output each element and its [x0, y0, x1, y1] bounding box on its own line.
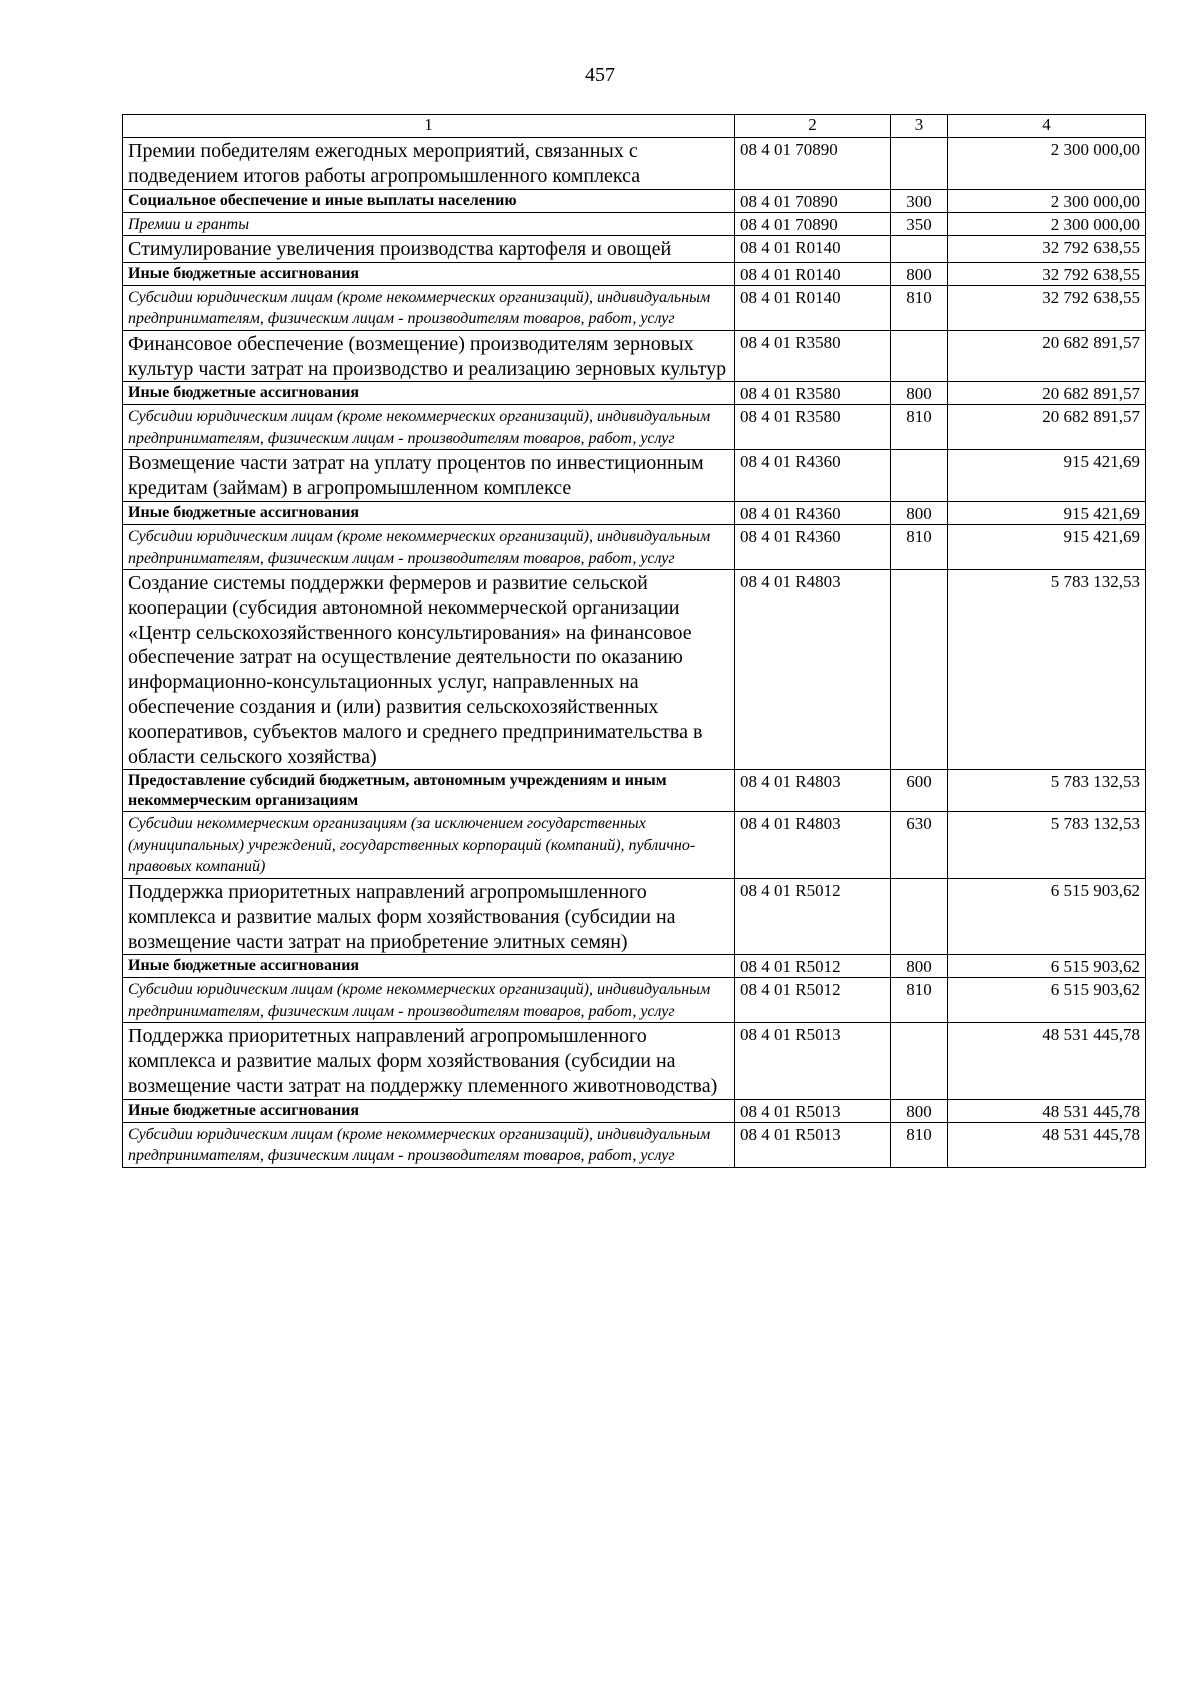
row-name-cell: Иные бюджетные ассигнования	[123, 382, 735, 405]
row-name-cell: Субсидии юридическим лицам (кроме некоммерческих организаций), индивидуальным предпринимателям, физическим лицам - производителям товаров, работ, услуг	[123, 1122, 735, 1167]
row-code-cell: 08 4 01 R5012	[735, 978, 891, 1023]
row-expense-type-cell: 630	[891, 812, 948, 879]
row-expense-type-cell: 350	[891, 212, 948, 236]
row-name-cell: Поддержка приоритетных направлений агропромышленного комплекса и развитие малых форм хозяйствования (субсидии на возмещение части затрат на приобретение элитных семян)	[123, 878, 735, 954]
table-row	[123, 878, 1146, 954]
row-expense-type-cell	[891, 138, 948, 190]
row-code-cell: 08 4 01 R0140	[735, 236, 891, 263]
budget-table	[122, 114, 1146, 1168]
row-code-cell: 08 4 01 R5013	[735, 1023, 891, 1099]
row-name-cell: Возмещение части затрат на уплату процентов по инвестиционным кредитам (займам) в агропромышленном комплексе	[123, 450, 735, 502]
row-amount-cell: 2 300 000,00	[948, 138, 1146, 190]
row-code-cell: 08 4 01 R5013	[735, 1099, 891, 1122]
table-row	[123, 978, 1146, 1023]
row-amount-cell: 5 783 132,53	[948, 570, 1146, 770]
row-code-cell: 08 4 01 R3580	[735, 405, 891, 450]
row-code-cell: 08 4 01 R4360	[735, 450, 891, 502]
row-name-cell: Социальное обеспечение и иные выплаты населению	[123, 189, 735, 212]
row-amount-cell: 20 682 891,57	[948, 382, 1146, 405]
row-name-cell: Премии и гранты	[123, 212, 735, 236]
row-expense-type-cell	[891, 450, 948, 502]
row-name-cell: Создание системы поддержки фермеров и развитие сельской кооперации (субсидия автономной некоммерческой организации «Центр сельскохозяйственного консультирования» на финансовое обеспечение затрат на осуществление деятельности по оказанию информационно-консультационных услуг, направленных на обеспечение создания и (или) развития сельскохозяйственных кооперативов, субъектов малого и среднего предпринимательства в области сельского хозяйства)	[123, 570, 735, 770]
table-row	[123, 285, 1146, 330]
row-code-cell: 08 4 01 70890	[735, 212, 891, 236]
row-amount-cell: 6 515 903,62	[948, 878, 1146, 954]
row-expense-type-cell	[891, 236, 948, 263]
row-expense-type-cell: 800	[891, 955, 948, 978]
table-row	[123, 570, 1146, 770]
row-name-cell: Иные бюджетные ассигнования	[123, 955, 735, 978]
row-amount-cell: 32 792 638,55	[948, 285, 1146, 330]
row-name-cell: Иные бюджетные ассигнования	[123, 262, 735, 285]
row-amount-cell: 48 531 445,78	[948, 1099, 1146, 1122]
row-name-cell: Поддержка приоритетных направлений агропромышленного комплекса и развитие малых форм хозяйствования (субсидии на возмещение части затрат на поддержку племенного животноводства)	[123, 1023, 735, 1099]
header-col-2: 2	[735, 115, 891, 138]
table-row	[123, 1099, 1146, 1122]
row-amount-cell: 20 682 891,57	[948, 405, 1146, 450]
row-amount-cell: 915 421,69	[948, 450, 1146, 502]
table-row	[123, 189, 1146, 212]
row-expense-type-cell	[891, 1023, 948, 1099]
row-code-cell: 08 4 01 70890	[735, 189, 891, 212]
row-name-cell: Иные бюджетные ассигнования	[123, 1099, 735, 1122]
table-row	[123, 770, 1146, 812]
row-name-cell: Предоставление субсидий бюджетным, автономным учреждениям и иным некоммерческим организациям	[123, 770, 735, 812]
table-row	[123, 212, 1146, 236]
table-body	[123, 138, 1146, 1168]
row-code-cell: 08 4 01 R4360	[735, 525, 891, 570]
row-amount-cell: 2 300 000,00	[948, 189, 1146, 212]
header-col-1: 1	[123, 115, 735, 138]
row-amount-cell: 20 682 891,57	[948, 330, 1146, 382]
row-expense-type-cell: 800	[891, 262, 948, 285]
row-amount-cell: 48 531 445,78	[948, 1023, 1146, 1099]
row-expense-type-cell: 800	[891, 502, 948, 525]
row-expense-type-cell: 810	[891, 525, 948, 570]
row-amount-cell: 6 515 903,62	[948, 955, 1146, 978]
row-code-cell: 08 4 01 R3580	[735, 330, 891, 382]
table-row	[123, 502, 1146, 525]
row-name-cell: Субсидии юридическим лицам (кроме некоммерческих организаций), индивидуальным предпринимателям, физическим лицам - производителям товаров, работ, услуг	[123, 525, 735, 570]
row-code-cell: 08 4 01 R4803	[735, 770, 891, 812]
row-name-cell: Премии победителям ежегодных мероприятий, связанных с подведением итогов работы агропромышленного комплекса	[123, 138, 735, 190]
table-row	[123, 955, 1146, 978]
row-expense-type-cell: 800	[891, 382, 948, 405]
row-expense-type-cell: 810	[891, 978, 948, 1023]
row-expense-type-cell	[891, 330, 948, 382]
row-amount-cell: 2 300 000,00	[948, 212, 1146, 236]
table-row	[123, 330, 1146, 382]
table-row	[123, 236, 1146, 263]
row-code-cell: 08 4 01 R5012	[735, 878, 891, 954]
row-amount-cell: 32 792 638,55	[948, 236, 1146, 263]
table-row	[123, 450, 1146, 502]
row-name-cell: Субсидии юридическим лицам (кроме некоммерческих организаций), индивидуальным предпринимателям, физическим лицам - производителям товаров, работ, услуг	[123, 285, 735, 330]
row-expense-type-cell: 600	[891, 770, 948, 812]
row-expense-type-cell: 810	[891, 285, 948, 330]
table-row	[123, 1023, 1146, 1099]
table-row	[123, 525, 1146, 570]
header-row	[123, 115, 1146, 138]
table-row	[123, 262, 1146, 285]
row-expense-type-cell	[891, 878, 948, 954]
table-row	[123, 1122, 1146, 1167]
row-name-cell: Финансовое обеспечение (возмещение) производителям зерновых культур части затрат на производство и реализацию зерновых культур	[123, 330, 735, 382]
row-expense-type-cell: 810	[891, 1122, 948, 1167]
row-expense-type-cell	[891, 570, 948, 770]
row-code-cell: 08 4 01 70890	[735, 138, 891, 190]
row-code-cell: 08 4 01 R4803	[735, 812, 891, 879]
page-number: 457	[585, 64, 615, 86]
row-name-cell: Субсидии юридическим лицам (кроме некоммерческих организаций), индивидуальным предпринимателям, физическим лицам - производителям товаров, работ, услуг	[123, 405, 735, 450]
row-code-cell: 08 4 01 R4360	[735, 502, 891, 525]
row-expense-type-cell: 810	[891, 405, 948, 450]
row-amount-cell: 5 783 132,53	[948, 812, 1146, 879]
row-code-cell: 08 4 01 R3580	[735, 382, 891, 405]
row-expense-type-cell: 800	[891, 1099, 948, 1122]
row-name-cell: Стимулирование увеличения производства картофеля и овощей	[123, 236, 735, 263]
row-expense-type-cell: 300	[891, 189, 948, 212]
row-name-cell: Субсидии юридическим лицам (кроме некоммерческих организаций), индивидуальным предпринимателям, физическим лицам - производителям товаров, работ, услуг	[123, 978, 735, 1023]
row-name-cell: Иные бюджетные ассигнования	[123, 502, 735, 525]
table-header	[123, 115, 1146, 138]
row-code-cell: 08 4 01 R5012	[735, 955, 891, 978]
row-amount-cell: 5 783 132,53	[948, 770, 1146, 812]
row-code-cell: 08 4 01 R5013	[735, 1122, 891, 1167]
table-row	[123, 405, 1146, 450]
row-amount-cell: 32 792 638,55	[948, 262, 1146, 285]
row-amount-cell: 915 421,69	[948, 525, 1146, 570]
table-row	[123, 382, 1146, 405]
header-col-3: 3	[891, 115, 948, 138]
row-code-cell: 08 4 01 R0140	[735, 262, 891, 285]
table-row	[123, 812, 1146, 879]
row-code-cell: 08 4 01 R4803	[735, 570, 891, 770]
header-col-4: 4	[948, 115, 1146, 138]
row-code-cell: 08 4 01 R0140	[735, 285, 891, 330]
table-row	[123, 138, 1146, 190]
row-amount-cell: 915 421,69	[948, 502, 1146, 525]
row-name-cell: Субсидии некоммерческим организациям (за исключением государственных (муниципальных) учреждений, государственных корпораций (компаний), публично-правовых компаний)	[123, 812, 735, 879]
row-amount-cell: 48 531 445,78	[948, 1122, 1146, 1167]
row-amount-cell: 6 515 903,62	[948, 978, 1146, 1023]
